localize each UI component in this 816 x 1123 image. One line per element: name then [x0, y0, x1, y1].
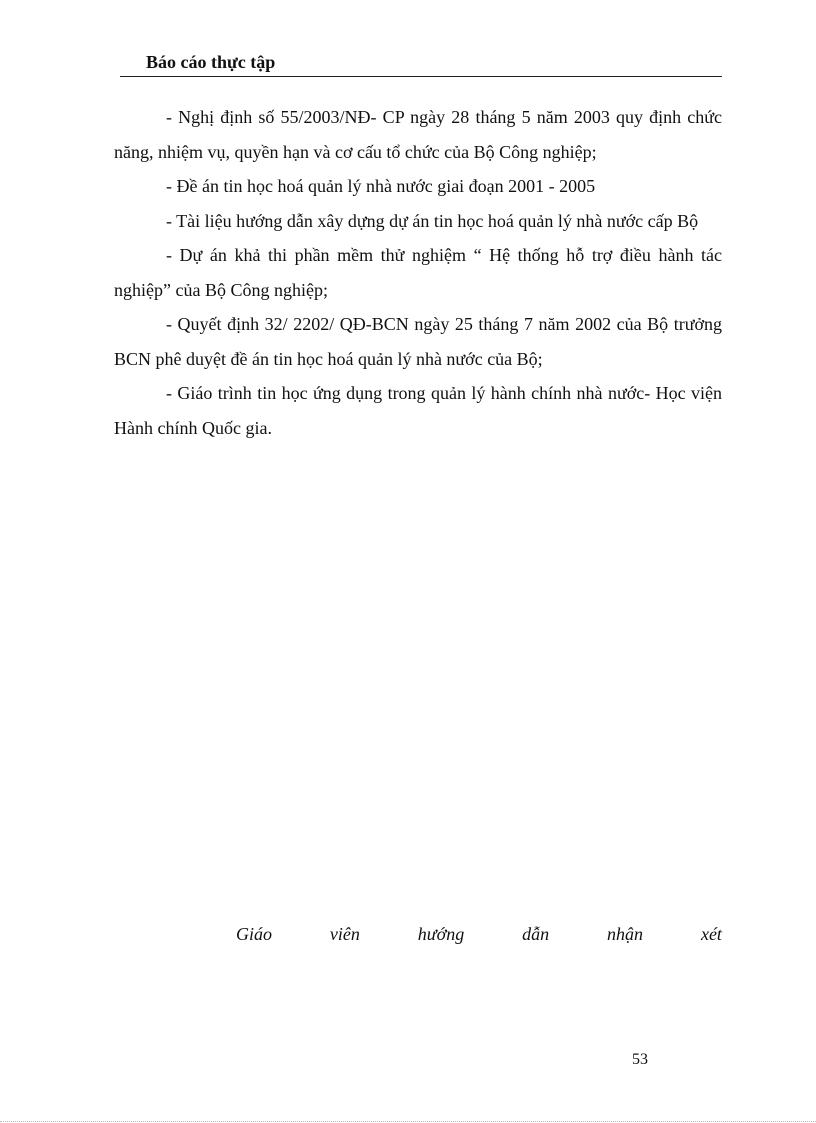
reference-item: - Dự án khả thi phần mềm thử nghiệm “ Hệ thống hỗ trợ điều hành tác nghiệp” của Bộ Công nghiệp;	[114, 245, 722, 300]
signature-word: dẫn	[522, 924, 550, 944]
page-header-title: Báo cáo thực tập	[146, 52, 276, 72]
reference-item: - Nghị định số 55/2003/NĐ- CP ngày 28 tháng 5 năm 2003 quy định chức năng, nhiệm vụ, quyền hạn và cơ cấu tổ chức của Bộ Công nghiệp;	[114, 107, 722, 162]
reference-list	[114, 100, 722, 445]
signature-word: xét	[700, 924, 722, 944]
page-number: 53	[632, 1051, 648, 1068]
signature-word: hướng	[417, 924, 465, 944]
supervisor-comment-heading	[236, 924, 722, 945]
signature-word: nhận	[607, 924, 644, 944]
signature-word: Giáo	[236, 924, 272, 944]
signature-word: viên	[329, 924, 360, 944]
header-divider	[120, 76, 722, 77]
page-bottom-border	[0, 1121, 816, 1122]
reference-item: - Đề án tin học hoá quản lý nhà nước giai đoạn 2001 - 2005	[166, 176, 596, 196]
reference-item: - Quyết định 32/ 2202/ QĐ-BCN ngày 25 tháng 7 năm 2002 của Bộ trưởng BCN phê duyệt đề án tin học hoá quản lý nhà nước của Bộ;	[114, 314, 722, 369]
reference-item: - Giáo trình tin học ứng dụng trong quản lý hành chính nhà nước- Học viện Hành chính Quốc gia.	[114, 383, 722, 438]
reference-item: - Tài liệu hướng dẫn xây dựng dự án tin học hoá quản lý nhà nước cấp Bộ	[166, 210, 699, 231]
